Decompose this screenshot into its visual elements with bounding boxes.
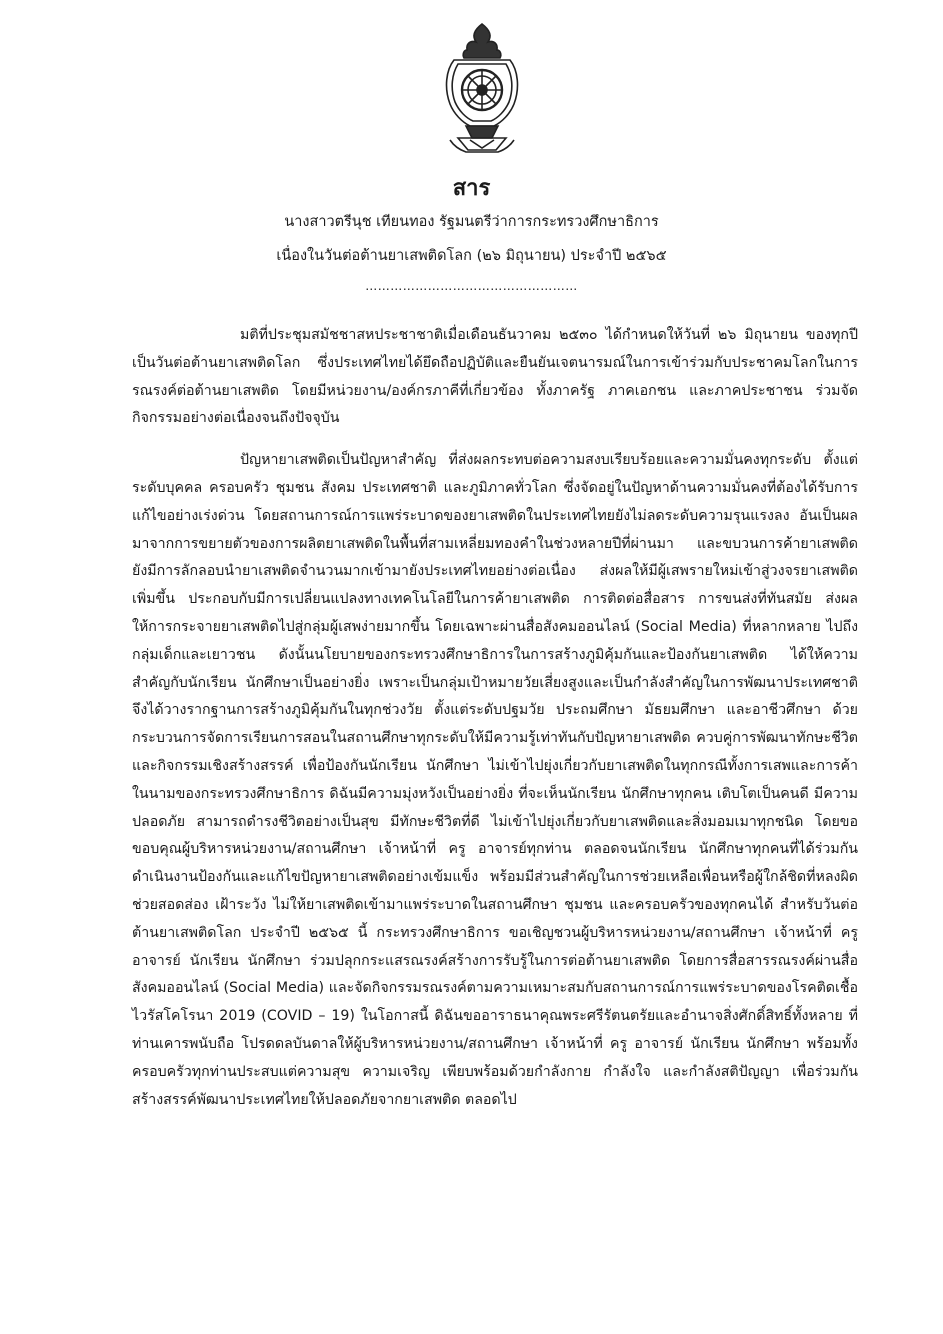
dotted-separator: …………………………………………… [365,279,578,293]
ministry-of-education-emblem-icon [436,22,528,154]
occasion-line: เนื่องในวันต่อต้านยาเสพติดโลก (๒๖ มิถุนายน) ประจำปี ๒๕๖๕ [276,248,667,264]
document-title: สาร [452,176,491,201]
message-body [132,322,858,1122]
paragraph-1: มติที่ประชุมสมัชชาสหประชาชาติเมื่อเดือนธันวาคม ๒๕๓๐ ได้กำหนดให้วันที่ ๒๖ มิถุนายน ของทุกปี เป็นวันต่อต้านยาเสพติดโลก ซึ่งประเทศไทยได้ยึดถือปฏิบัติและยืนยันเจตนารมณ์ในการเข้าร่วมกับประชาคมโลกในการรณรงค์ต่อต้านยาเสพติด โดยมีหน่วยงาน/องค์กรภาคีที่เกี่ยวข้อง ทั้งภาครัฐ ภาคเอกชน และภาคประชาชน ร่วมจัดกิจกรรมอย่างต่อเนื่องจนถึงปัจจุบัน [132,327,858,427]
minister-name-line: นางสาวตรีนุช เทียนทอง รัฐมนตรีว่าการกระทรวงศึกษาธิการ [284,214,659,230]
paragraph-2: ปัญหายาเสพติดเป็นปัญหาสำคัญ ที่ส่งผลกระทบต่อความสงบเรียบร้อยและความมั่นคงทุกระดับ ตั้งแต่ระดับบุคคล ครอบครัว ชุมชน สังคม ประเทศชาติ และภูมิภาคทั่วโลก ซึ่งจัดอยู่ในปัญหาด้านความมั่นคงที่ต้องได้รับการแก้ไขอย่างเร่งด่วน โดยสถานการณ์การแพร่ระบาดของยาเสพติดในประเทศไทยยังไม่ลดระดับความรุนแรงลง อันเป็นผลมาจากการขยายตัวของการผลิตยาเสพติดในพื้นที่สามเหลี่ยมทองคำในช่วงหลายปีที่ผ่านมา และขบวนการค้ายาเสพติด ยังมีการลักลอบนำยาเสพติดจำนวนมากเข้ามายังประเทศไทยอย่างต่อเนื่อง ส่งผลให้มีผู้เสพรายใหม่เข้าสู่วงจรยาเสพติดเพิ่มขึ้น ประกอบกับมีการเปลี่ยนแปลงทางเทคโนโลยีในการค้ายาเสพติด การติดต่อสื่อสาร การขนส่งที่ทันสมัย ส่งผลให้การกระจายยาเสพติดไปสู่กลุ่มผู้เสพง่ายมากขึ้น โดยเฉพาะผ่านสื่อสังคมออนไลน์ (Social Media) ที่หลากหลาย ไปถึงกลุ่มเด็กและเยาวชน ดังนั้นนโยบายของกระทรวงศึกษาธิการในการสร้างภูมิคุ้มกันและป้องกันยาเสพติด ได้ให้ความสำคัญกับนักเรียน นักศึกษาเป็นอย่างยิ่ง เพราะเป็นกลุ่มเป้าหมายวัยเสี่ยงสูงและเป็นกำลังสำคัญในการพัฒนาประเทศชาติ จึงได้วางรากฐานการสร้างภูมิคุ้มกันในทุกช่วงวัย ตั้งแต่ระดับปฐมวัย ประถมศึกษา มัธยมศึกษา และอาชีวศึกษา ด้วยกระบวนการจัดการเรียนการสอนในสถานศึกษาทุกระดับให้มีความรู้เท่าทันกับปัญหายาเสพติด ควบคู่การพัฒนาทักษะชีวิตและกิจกรรมเชิงสร้างสรรค์ เพื่อป้องกันนักเรียน นักศึกษา ไม่เข้าไปยุ่งเกี่ยวกับยาเสพติดในทุกกรณีทั้งการเสพและการค้า ในนามของกระทรวงศึกษาธิการ ดิฉันมีความมุ่งหวังเป็นอย่างยิ่ง ที่จะเห็นนักเรียน นักศึกษาทุกคน เติบโตเป็นคนดี มีความปลอดภัย สามารถดำรงชีวิตอย่างเป็นสุข มีทักษะชีวิตที่ดี ไม่เข้าไปยุ่งเกี่ยวกับยาเสพติดและสิ่งมอมเมาทุกชนิด โดยขอขอบคุณผู้บริหารหน่วยงาน/สถานศึกษา เจ้าหน้าที่ ครู อาจารย์ทุกท่าน ตลอดจนนักเรียน นักศึกษาทุกคนที่ได้ร่วมกันดำเนินงานป้องกันและแก้ไขปัญหายาเสพติดอย่างเข้มแข็ง พร้อมมีส่วนสำคัญในการช่วยเหลือเพื่อนหรือผู้ใกล้ชิดที่หลงผิด ช่วยสอดส่อง เฝ้าระวัง ไม่ให้ยาเสพติดเข้ามาแพร่ระบาดในสถานศึกษา ชุมชน และครอบครัวของทุกคนได้ สำหรับวันต่อต้านยาเสพติดโลก ประจำปี ๒๕๖๕ นี้ กระทรวงศึกษาธิการ ขอเชิญชวนผู้บริหารหน่วยงาน/สถานศึกษา เจ้าหน้าที่ ครู อาจารย์ นักเรียน นักศึกษา ร่วมปลุกกระแสรณรงค์สร้างการรับรู้ในการต่อต้านยาเสพติด โดยการสื่อสารรณรงค์ผ่านสื่อสังคมออนไลน์ (Social Media) และจัดกิจกรรมรณรงค์ตามความเหมาะสมกับสถานการณ์การแพร่ระบาดของโรคติดเชื้อไวรัสโคโรนา 2019 (COVID – 19) ในโอกาสนี้ ดิฉันขออาราธนาคุณพระศรีรัตนตรัยและอำนาจสิ่งศักดิ์สิทธิ์ทั้งหลาย ที่ท่านเคารพนับถือ โปรดดลบันดาลให้ผู้บริหารหน่วยงาน/สถานศึกษา เจ้าหน้าที่ ครู อาจารย์ นักเรียน นักศึกษา พร้อมทั้งครอบครัวทุกท่านประสบแต่ความสุข ความเจริญ เพียบพร้อมด้วยกำลังกาย กำลังใจ และกำลังสติปัญญา เพื่อร่วมกันสร้างสรรค์พัฒนาประเทศไทยให้ปลอดภัยจากยาเสพติด ตลอดไป [132,452,858,1108]
